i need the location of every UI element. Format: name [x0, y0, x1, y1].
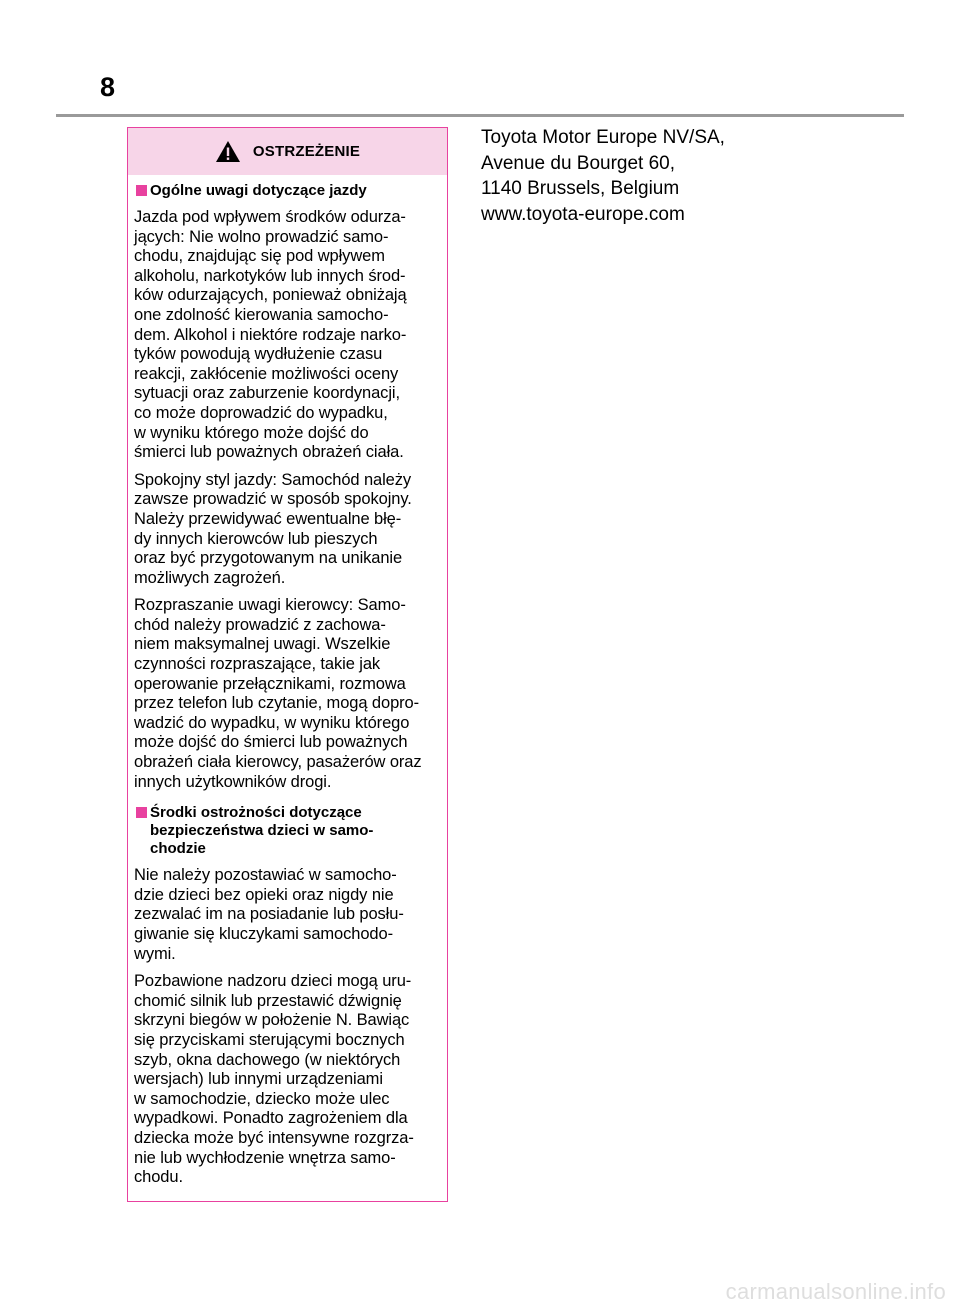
paragraph-intoxication: Jazda pod wpływem środków odurza- jących: Nie wolno prowadzić samo- chodu, znajdując się pod wpływem alkoholu, narkotyków lub innych środ- ków odurzających, ponieważ obniżają one zdolność kierowania samocho- dem. Alkohol i niektóre rodzaje narko- tyków powodują wydłużenie czasu reakcji, zakłócenie możliwości oceny sytuacji oraz zaburzenie koordynacji, co może doprowadzić do wypadku, w wyniku którego może dojść do śmierci lub poważnych obrażeń ciała.: [134, 208, 407, 462]
section-heading-child-safety: [134, 804, 442, 858]
paragraph-unsupervised-children: Pozbawione nadzoru dzieci mogą uru- chomić silnik lub przestawić dźwignię skrzyni biegów w położenie N. Bawiąc się przyciskami sterującymi bocznych szyb, okna dachowego (w niektórych wersjach) lub innymi urządzeniami w samochodzie, dziecko może ulec wypadkowi. Ponadto zagrożeniem dla dziecka może być intensywne rozgrza- nie lub wychłodzenie wnętrza samo- chodu.: [134, 972, 414, 1187]
warning-title: OSTRZEŻENIE: [252, 143, 361, 160]
page-number: 8: [100, 72, 116, 102]
warning-header: [128, 128, 447, 175]
section-heading-general: [134, 182, 442, 200]
watermark: carmanualsonline.info: [725, 1279, 946, 1304]
paragraph-calm-driving: Spokojny styl jazdy: Samochód należy zawsze prowadzić w sposób spokojny. Należy przewidywać ewentualne błę- dy innych kierowców lub pieszych oraz być przygotowanym na unikanie możliwych zagrożeń.: [134, 470, 412, 587]
section-heading-text: Środki ostrożności dotyczące bezpieczeństwa dzieci w samo- chodzie: [150, 804, 374, 858]
warning-box: [127, 127, 448, 1202]
section-heading-text: Ogólne uwagi dotyczące jazdy: [150, 182, 367, 199]
paragraph-distraction: Rozpraszanie uwagi kierowcy: Samo- chód należy prowadzić z zachowa- niem maksymalnej uwagi. Wszelkie czynności rozpraszające, takie jak operowanie przełącznikami, rozmowa przez telefon lub czytanie, mogą dopro- wadzić do wypadku, w wyniku którego może dojść do śmierci lub poważnych obrażeń ciała kierowcy, pasażerów oraz innych użytkowników drogi.: [134, 596, 422, 791]
paragraph-children-keys: Nie należy pozostawiać w samocho- dzie dzieci bez opieki oraz nigdy nie zezwalać im na posiadanie lub posłu- giwanie się kluczykami samochodo- wymi.: [134, 866, 404, 963]
warning-triangle-icon: [215, 140, 241, 163]
square-bullet-icon: [136, 807, 147, 818]
header-rule: [56, 114, 904, 117]
square-bullet-icon: [136, 185, 147, 196]
manufacturer-address: Toyota Motor Europe NV/SA, Avenue du Bourget 60, 1140 Brussels, Belgium www.toyota-europe.com: [481, 127, 725, 225]
warning-body: [128, 182, 447, 1188]
